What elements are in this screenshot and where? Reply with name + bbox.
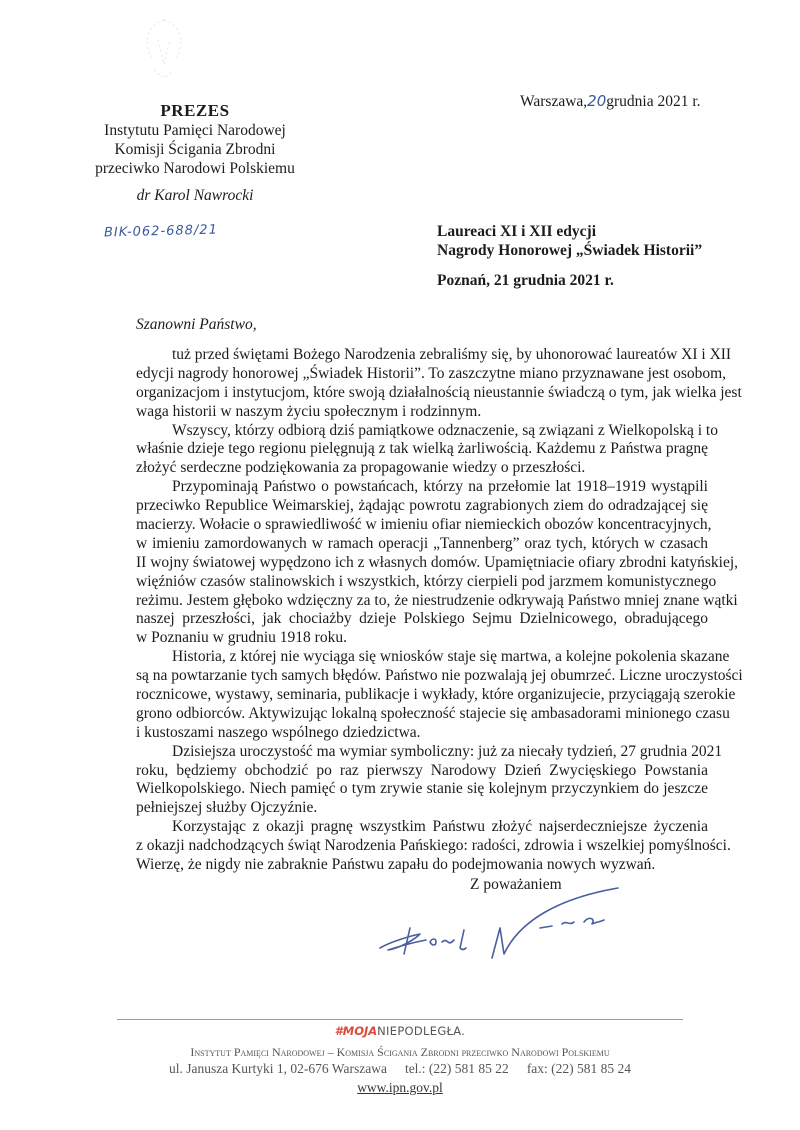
- date-line: [520, 92, 701, 111]
- footer-fax: fax: (22) 581 85 24: [526, 1061, 632, 1076]
- closing: Z poważaniem: [470, 876, 562, 893]
- body-line: i kustoszami naszego wspólnego dziedzictwa.: [136, 723, 421, 741]
- brand-hashtag: #MOJA: [334, 1024, 378, 1038]
- body-line: grono odbiorców. Aktywizując lokalną społeczność stajecie się ambasadorami minionego czasu: [136, 704, 730, 722]
- body-line: w Poznaniu w grudniu 1918 roku.: [136, 629, 347, 647]
- paragraph: [136, 346, 742, 422]
- recipient-line: Laureaci XI i XII edycji: [437, 223, 597, 240]
- body-line: II wojny światowej wypędzono ich z własnych domów. Upamiętniacie ofiary zbrodni katyńskiej,: [136, 553, 739, 571]
- body-line: waga historii w naszym życiu społecznym i rodzinnym.: [136, 402, 482, 420]
- body-line: Dzisiejsza uroczystość ma wymiar symboliczny: już za niecały tydzień, 27 grudnia 2021: [172, 742, 723, 760]
- body-line: naszej przeszłości, jak chociażby dzieje Polskiego Sejmu Dzielnicowego, obradującego: [136, 610, 708, 628]
- body-line: Wierzę, że nigdy nie zabraknie Państwu zapału do podejmowania nowych wyzwań.: [136, 856, 656, 874]
- body-line: macierzy. Wołacie o sprawiedliwość w imieniu ofiar niemieckich obozów koncentracyjnych,: [136, 516, 712, 534]
- paragraph: [136, 742, 723, 819]
- body-line: Wielkopolskiego. Niech pamięć o tym zrywie stanie się kolejnym przyczynkiem do jeszcze: [136, 780, 708, 798]
- body-line: organizacjom i instytucjom, które swoją działalnością nieustannie świadczą o tym, jak wielka jest: [136, 383, 742, 401]
- recipient-block: [437, 222, 702, 260]
- recipient-line: Nagrody Honorowej „Świadek Historii”: [437, 242, 703, 259]
- body-line: przeciwko Republice Weimarskiej, żądając powrotu zagrabionych ziem do odradzającej się: [136, 497, 708, 515]
- body-line: więźniów czasów stalinowskich i wszystkich, którzy cierpieli pod jarzmem komunistycznego: [136, 572, 717, 590]
- body-line: Przypominają Państwo o powstańcach, którzy na przełomie lat 1918–1919 wystąpili: [172, 478, 708, 496]
- footer-divider: [117, 1019, 683, 1020]
- salutation: Szanowni Państwo,: [136, 316, 257, 333]
- body-line: Historia, z której nie wyciąga się wniosków staje się martwa, a kolejne pokolenia skazane: [172, 648, 730, 666]
- footer-phone: tel.: (22) 581 85 22: [404, 1061, 509, 1076]
- sender-block: [60, 101, 330, 205]
- body-line: z okazji nadchodzących świąt Narodzenia Pańskiego: radości, zdrowia i wszelkiej pomyślności.: [136, 837, 731, 855]
- date-rest: grudnia 2021 r.: [606, 93, 701, 110]
- sender-title: PREZES: [160, 101, 230, 120]
- footer-contact: [0, 1061, 800, 1077]
- footer-brand: [0, 1024, 800, 1038]
- sender-name: dr Karol Nawrocki: [136, 187, 254, 204]
- footer-website-link[interactable]: www.ipn.gov.pl: [357, 1080, 443, 1095]
- place-date: Poznań, 21 grudnia 2021 r.: [437, 272, 614, 289]
- brand-word: NIEPODLEGŁA.: [377, 1024, 466, 1038]
- body-line: pełniejszej służby Ojczyźnie.: [136, 799, 318, 817]
- body-line: w imieniu zamordowanych w ramach operacji „Tannenberg” oraz tych, których w czasach: [136, 534, 708, 552]
- sender-line: Komisji Ścigania Zbrodni: [114, 141, 276, 158]
- paragraph: [136, 818, 731, 875]
- reference-number: BIK-062-688/21: [103, 222, 219, 241]
- paragraph: [136, 478, 739, 648]
- body-line: Korzystając z okazji pragnę wszystkim Państwu złożyć najserdeczniejsze życzenia: [172, 818, 708, 836]
- body-line: złożyć serdeczne podziękowania za propagowanie wiedzy o przeszłości.: [136, 459, 586, 477]
- paragraph: [136, 421, 718, 479]
- letter-body: [136, 346, 743, 875]
- handwritten-signature-icon: [370, 870, 650, 970]
- body-line: roku, będziemy obchodzić po raz pierwszy Narodowy Dzień Zwycięskiego Powstania: [136, 761, 708, 779]
- footer-address: ul. Janusza Kurtyki 1, 02-676 Warszawa: [168, 1061, 387, 1076]
- sender-line: przeciwko Narodowi Polskiemu: [95, 160, 295, 177]
- body-line: są na powtarzanie tych samych błędów. Państwo nie pozwalają jej obumrzeć. Liczne uroczystości: [136, 667, 743, 685]
- body-line: edycji nagrody honorowej „Świadek Historii”. To zaszczytne miano przyznawane jest osobom,: [136, 364, 727, 382]
- body-line: reżimu. Jestem głęboko wdzięczny za to, że niestrudzenie odkrywają Państwo mniej znane wątki: [136, 591, 738, 609]
- footer-institution: Instytut Pamięci Narodowej – Komisja Ścigania Zbrodni przeciwko Narodowi Polskiemu: [190, 1045, 610, 1059]
- sender-line: Instytutu Pamięci Narodowej: [104, 122, 286, 139]
- body-line: Wszyscy, którzy odbiorą dziś pamiątkowe odznaczenie, są związani z Wielkopolską i to: [172, 421, 718, 439]
- date-city: Warszawa,: [520, 93, 588, 110]
- body-line: właśnie dzieje tego regionu pielęgnują z tak wielką żarliwością. Każdemu z Państwa pragnę: [136, 440, 708, 458]
- paragraph: [136, 648, 743, 742]
- body-line: rocznicowe, wystawy, seminaria, publikacje i wykłady, które organizujecie, przyciągają szerokie: [136, 686, 736, 704]
- polish-eagle-emblem-icon: [138, 14, 190, 84]
- date-day-handwritten: 20: [587, 92, 607, 110]
- body-line: tuż przed świętami Bożego Narodzenia zebraliśmy się, by uhonorować laureatów XI i XII: [172, 346, 732, 363]
